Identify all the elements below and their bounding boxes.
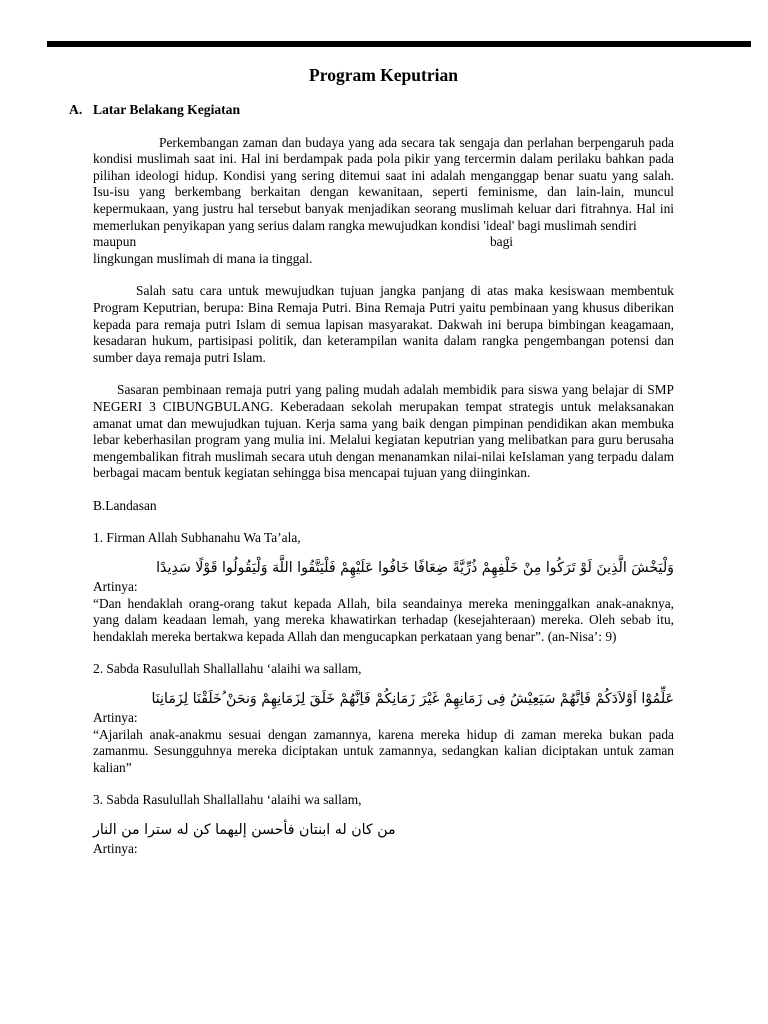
section-a-heading: [69, 102, 674, 119]
word-maupun: maupun: [93, 234, 137, 250]
paragraph-background-1-split-line: [93, 234, 513, 251]
document-body: [69, 60, 674, 858]
landasan-1-label: 1. Firman Allah Subhanahu Wa Ta’ala,: [93, 530, 301, 546]
section-a-title: Latar Belakang Kegiatan: [93, 102, 241, 117]
landasan-3-artinya: Artinya:: [93, 841, 138, 856]
paragraph-background-1-end: lingkungan muslimah di mana ia tinggal.: [93, 250, 313, 266]
landasan-2-arabic: عَلِّمُوْا اَوْلاَدَكُمْ فَاِنَّهُمْ سَيَعِيْشُ فِى زَمَانِهِمْ غَيْرَ زَمَانِكُمْ فَاِنَّهُمْ خَلَقَ لِزَمَانِهِمْ وَنحَنْ ُخَلَقْنَا لِزَمَانِنَا: [151, 691, 674, 708]
landasan-1-artinya: Artinya:: [93, 579, 138, 595]
paragraph-background-2: Salah satu cara untuk mewujudkan tujuan jangka panjang di atas maka kesiswaan membentuk Program Keputrian, berupa: Bina Remaja Putri. Bina Remaja Putri yaitu pembinaan yang khusus diberikan kepada para remaja putri Islam di semua lapisan masyarakat. Dakwah ini berupa bimbingan keagamaan, kesadaran hukum, partisipasi politik, dan keterampilan wanita dalam rangka pengembangan potensi dan sumber daya remaja putri Islam.: [93, 283, 674, 365]
landasan-3-arabic: من كان له ابنتان فأحسن إليهما كن له سترا من النار: [93, 822, 396, 838]
section-b-heading: B.Landasan: [93, 497, 157, 513]
paragraph-background-1: [93, 135, 674, 235]
document-title: Program Keputrian: [309, 65, 458, 85]
word-bagi: bagi: [489, 234, 513, 250]
paragraph-background-1-text: Perkembangan zaman dan budaya yang ada secara tak sengaja dan perlahan berpengaruh pada kondisi muslimah saat ini. Hal ini berdampak pada pola pikir yang tercermin dalam perilaku bahkan pada pilihan ideologi hidup. Kondisi yang sering ditemui saat ini adalah menganggap benar suatu yang salah. Isu-isu yang berkembang berkaitan dengan kewanitaan, seperti feminisme, dan lain-lain, muncul kepermukaan, yang justru hal tersebut banyak menjadikan seorang muslimah keluar dari fitrahnya. Hal ini memerlukan penyikapan yang serius dalam rangka mewujudkan kondisi 'ideal' bagi muslimah sendiri: [93, 134, 674, 233]
landasan-1-translation: “Dan hendaklah orang-orang takut kepada Allah, bila seandainya mereka meninggalkan anak-anaknya, yang dalam keadaan lemah, yang mereka khawatirkan terhadap (kesejahteraan) mereka. Oleh sebab itu, hendaklah mereka bertakwa kepada Allah dan mengucapkan perkataan yang benar”. (an-Nisa’: 9): [93, 595, 674, 644]
landasan-2-translation: “Ajarilah anak-anakmu sesuai dengan zamannya, karena mereka hidup di zaman mereka bukan pada zamanmu. Sesungguhnya mereka diciptakan untuk zamannya, sedangkan kalian diciptakan untuk zaman kalian”: [93, 726, 674, 775]
landasan-1-arabic: وَلْيَخْشَ الَّذِينَ لَوْ تَرَكُوا مِنْ خَلْفِهِمْ ذُرِّيَّةً ضِعَافًا خَافُوا عَلَيْهِمْ فَلْيَتَّقُوا اللَّهَ وَلْيَقُولُوا قَوْلًا سَدِيدًا: [156, 560, 674, 577]
section-a-number: A.: [69, 102, 83, 117]
landasan-2-artinya: Artinya:: [93, 710, 138, 726]
header-rule: [47, 41, 751, 47]
landasan-3-label: 3. Sabda Rasulullah Shallallahu ‘alaihi wa sallam,: [93, 792, 362, 808]
paragraph-background-3: Sasaran pembinaan remaja putri yang paling mudah adalah membidik para siswa yang belajar di SMP NEGERI 3 CIBUNGBULANG. Keberadaan sekolah merupakan tempat strategis untuk melaksanakan amanat umat dan mewujudkan tujuan. Kerja sama yang baik dengan pimpinan pendidikan akan membuka lebar keberhasilan program yang mulia ini. Melalui kegiatan keputrian yang melibatkan para guru berusaha mengembalikan fitrah muslimah secara utuh dengan menanamkan nilai-nilai keIslaman yang terpadu dalam berbagai macam bentuk kegiatan sehingga bisa mencapai tujuan yang diinginkan.: [93, 382, 674, 481]
landasan-2-label: 2. Sabda Rasulullah Shallallahu ‘alaihi wa sallam,: [93, 661, 362, 677]
